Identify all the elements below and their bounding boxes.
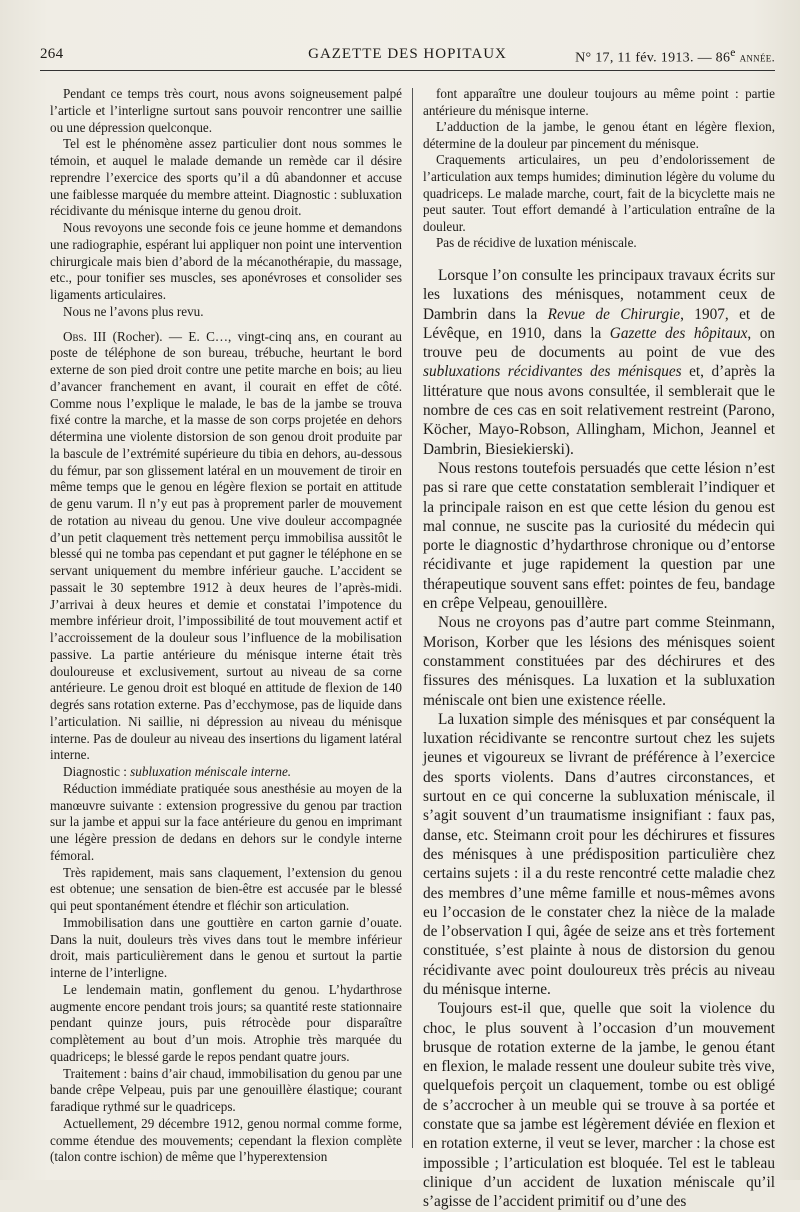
observation-text: (Rocher). — E. C…, vingt-cinq ans, en courant au poste de téléphone de son bureau, trébuche, heurtant le bord externe de son pied droit contre une petite marche en bois; au lieu d’avancer franchement en avant, il courait en effet de côté. Comme nous l’explique le malade, le bas de la jambe se trouva fixé contre la marche, et la masse de son corps projetée en dehors détermina une violente distorsion de son genou droit produite par la bascule de l’extrémité supérieure du tibia en dehors, au-dessous du fémur, par son glissement latéral en un mouvement de tiroir en même temps que le genou en légère flexion se portait en attitude de genu varum. Il n’y eut pas à proprement parler de mouvement de rotation au niveau du genou. Une vive douleur accompagnée d’un petit claquement très nettement perçu immobilisa aussitôt le blessé qui ne tomba pas cependant et put gagner le téléphone en se servant uniquement du membre inférieur gauche. L’accident se passait le 30 septembre 1912 à deux heures de l’après-midi. J’arrivai à deux heures et demie et constatai l’impotence du membre inférieur droit, l’impossibilité de tout mouvement actif et l’accroissement de la douleur sous l’influence de la mobilisation passive. La partie antérieure du ménisque interne était très douloureuse et exclusivement, surtout au niveau de sa corne antérieure. Le genou droit est bloqué en attitude de flexion de 140 degrés sans rotation externe. Pas d’ecchymose, pas de liquide dans l’articulation. Ni saillie, ni dépression au niveau du ménisque interne. Pas de douleur au niveau des insertions du ligament latéral interne. [50,328,403,763]
page-number: 264 [40,46,64,62]
paragraph: Traitement : bains d’air chaud, immobilisation du genou par une bande crêpe Velpeau, puis par une genouillère élastique; courant faradique rythmé sur le quadriceps. [50,1065,402,1114]
paragraph: Très rapidement, mais sans claquement, l’extension du genou est obtenue; une sensation de bien-être est accusée par le blessé qui peut spontanément étendre et fléchir son articulation. [50,864,402,913]
text-run: , 1907, et de Lévêque, en 1910, dans la [423,305,775,342]
page-header [40,44,775,68]
text-run: Lorsque l’on consulte les principaux travaux écrits sur les luxations des ménisques, notamment ceux de Dambrin dans la [423,267,775,323]
diagnosis-value: subluxation méniscale interne. [130,764,292,779]
observation-paragraph [50,329,402,765]
paragraph: Le lendemain matin, gonflement du genou. L’hydarthrose augmente encore pendant trois jours; sa quantité reste stationnaire pendant quinze jours, puis rétrocède pour disparaître complètement au bout d’un mois. Atrophie très marquée du quadriceps; le blessé garde le repos pendant quatre jours. [50,981,402,1064]
text-run: et, d’après la littérature que nous avons consultée, il semblerait que le nombre de ces cas en soit relativement restreint (Parono, Köcher, Mayo-Robson, Allingham, Michon, Jeannel et Dambrin, Biesiekierski). [423,363,775,458]
observation-label: Obs. III [63,328,107,344]
text-run: , on trouve peu de documents au point de vue des [423,324,775,362]
paragraph: Toujours est-il que, quelle que soit la violence du choc, le plus souvent à l’occasion d’un mouvement brusque de rotation externe de la jambe, le genou étant en flexion, le malade ressent une douleur subite très vive, quelquefois perçoit un claquement, tombe ou est obligé de s’accrocher à un meuble qui se trouve à sa portée et constate que sa jambe est légèrement déviée en flexion et en rotation externe, il veut se lever, marcher : la chose est impossible ; l’articulation est bloquée. Tel est le tableau clinique d’un accident de luxation méniscale qu’il s’agisse de l’accident primitif ou d’une des [423,1000,775,1211]
paragraph: Immobilisation dans une gouttière en carton garnie d’ouate. Dans la nuit, douleurs très vives dans tout le membre inférieur droit, mais particulièrement dans le genou et surtout la partie interne de l’interligne. [50,914,402,980]
left-column [50,86,402,1166]
right-column-body [423,266,775,1212]
issue-annee: année. [739,50,775,65]
emphasis-subluxations: subluxations récidivantes des ménisques [423,363,682,381]
paragraph: L’adduction de la jambe, le genou étant en légère flexion, détermine de la douleur par pincement du ménisque. [423,119,775,151]
paragraph: font apparaître une douleur toujours au même point : partie antérieure du ménisque interne. [423,86,775,118]
paragraph: Craquements articulaires, un peu d’endolorissement de l’articulation aux temps humides; diminution légère du volume du quadriceps. Le malade marche, court, fait de la bicyclette mais ne peut sauter. Tout effort demandé à l’articulation entraîne de la douleur. [423,152,775,234]
paragraph: Nous ne l’avons plus revu. [63,303,204,319]
paragraph: Pendant ce temps très court, nous avons soigneusement palpé l’article et l’interligne surtout sans pouvoir rencontrer une saillie ou une dépression quelconque. [50,86,402,135]
column-separator [412,88,413,1148]
issue-number-date: N° 17, 11 fév. 1913. — 86 [575,50,731,66]
paragraph: Réduction immédiate pratiquée sous anesthésie au moyen de la manœuvre suivante : extension progressive du genou par traction sur la jambe et appui sur la face antérieure du genou en imprimant une légère pression de dedans en dehors sur le condyle interne fémoral. [50,780,402,863]
diagnosis-label: Diagnostic : [63,764,131,779]
diagnosis-paragraph [50,764,402,781]
issue-superscript: e [730,46,736,59]
journal-reference-revue: Revue de Chirurgie [547,305,681,323]
paragraph: La luxation simple des ménisques et par conséquent la luxation récidivante se rencontre surtout chez les sujets jeunes et vigoureux se livrant de préférence à l’exercice des sports violents. Dans d’autres circonstances, et surtout en ce qui concerne la subluxation méniscale, il s’agit souvent d’un traumatisme insignifiant : faux pas, danse, etc. Steimann croit pour les déchirures et fissures des ménisques à une prédisposition particulière chez certains sujets : il a du reste rencontré cette maladie chez des membres d’une même famille et nous-mêmes avons eu l’occasion de le constater chez la nièce de la malade de l’observation I qui, âgée de seize ans et très fortement constituée, s’est plainte à nous de distorsion du genou récidivante avec point douloureux très précis au niveau du ménisque interne. [423,710,775,998]
paragraph: Nous revoyons une seconde fois ce jeune homme et demandons une radiographie, espérant lui appliquer non point une intervention chirurgicale mais bien d’abord de la mécanothérapie, du massage, etc., pour tonifier ses muscles, ses aponévroses et consolider ses ligaments articulaires. [50,220,402,302]
paragraph: Nous restons toutefois persuadés que cette lésion n’est pas si rare que cette constatation semblerait l’indiquer et la principale raison en est que cette lésion du genou est mal connue, ne suscite pas la curiosité du médecin qui porte le diagnostic d’hydarthrose chronique ou d’entorse récidivante et juge rapidement la question par une thérapeutique souvent sans effet: pointes de feu, bandage en crêpe Velpeau, genouillère. [423,459,775,613]
journal-title: GAZETTE DES HOPITAUX [308,46,507,62]
paragraph: Nous ne croyons pas d’autre part comme Steinmann, Morison, Korber que les lésions des ménisques soient constamment constituées par des déchirures et des fissures des ménisques. La luxation et la subluxation méniscale ont bien une existence réelle. [423,614,775,709]
right-column-small-type [423,86,775,252]
paragraph: Pas de récidive de luxation méniscale. [436,235,637,251]
paragraph: Tel est le phénomène assez particulier dont nous sommes le témoin, et auquel le malade demande un remède car il désire reprendre l’exercice des sports qu’il a dû abandonner et accuse une faiblesse marquée du membre atteint. Diagnostic : subluxation récidivante du ménisque interne du genou droit. [50,136,402,219]
paragraph: Actuellement, 29 décembre 1912, genou normal comme forme, comme étendue des mouvements; cependant la flexion complète (talon contre ischion) de même que l’hyperextension [50,1115,402,1165]
header-rule [40,70,775,71]
issue-info [575,46,775,67]
journal-reference-gazette: Gazette des hôpitaux [609,324,748,342]
literature-paragraph [423,266,775,459]
